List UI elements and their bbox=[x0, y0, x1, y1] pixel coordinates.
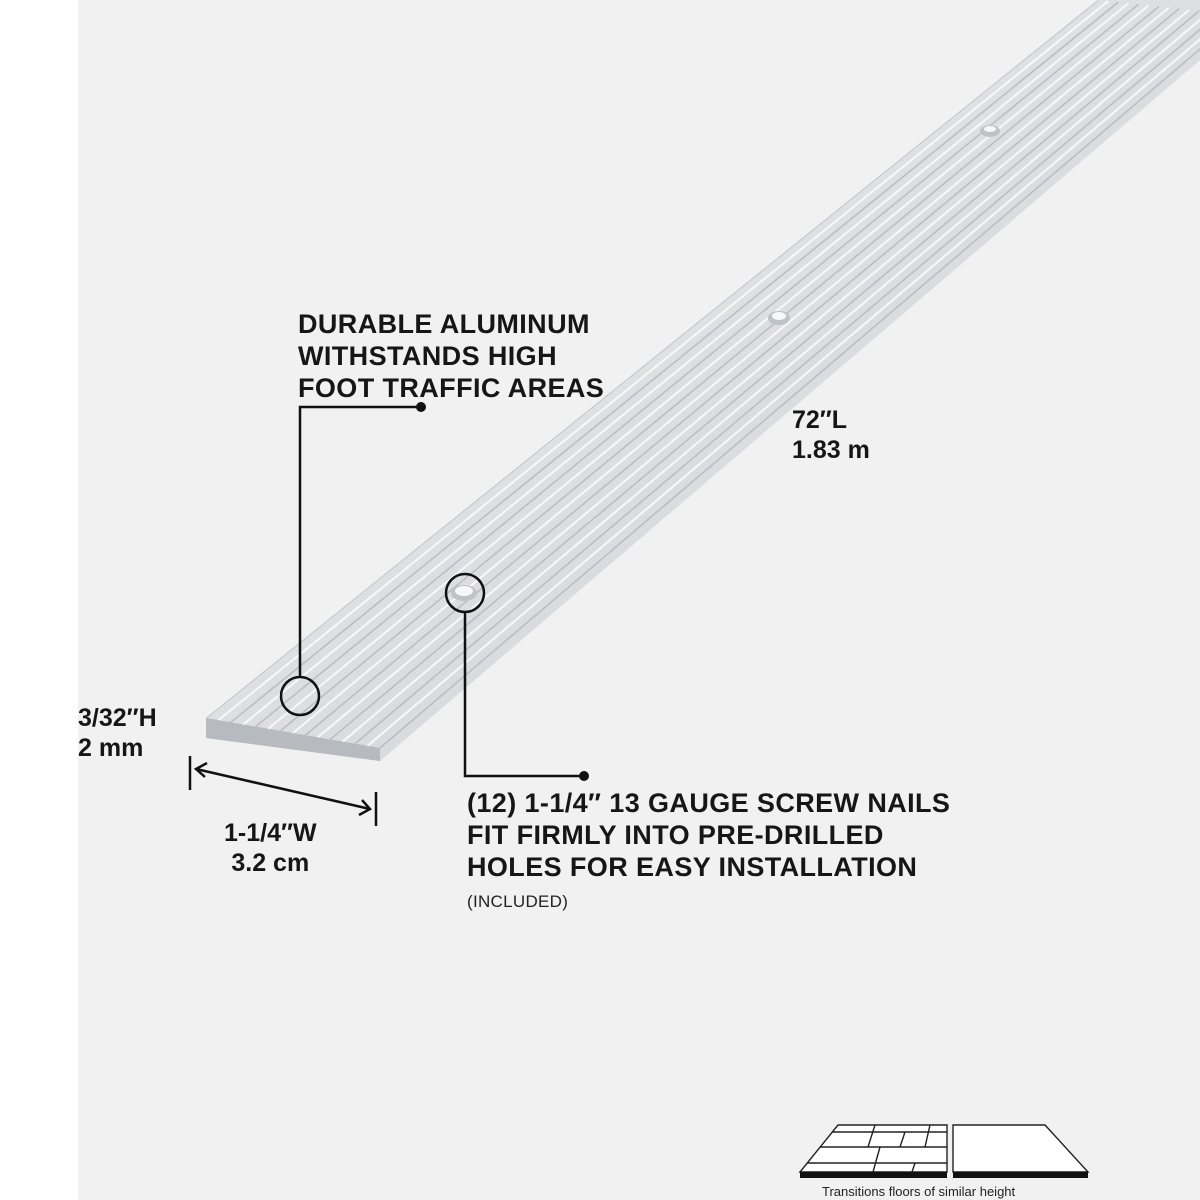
callout-line: (12) 1-1/4″ 13 GAUGE SCREW NAILS bbox=[467, 788, 951, 818]
width-dimension bbox=[224, 818, 317, 878]
aluminum-feature-callout bbox=[298, 308, 604, 404]
height-dimension bbox=[78, 703, 157, 763]
length-dimension bbox=[792, 405, 870, 465]
width-imperial: 1-1/4″W bbox=[224, 819, 317, 847]
callout-line: HOLES FOR EASY INSTALLATION bbox=[467, 852, 918, 882]
floor-transition-icon bbox=[800, 1125, 1088, 1178]
callout-line: FOOT TRAFFIC AREAS bbox=[298, 373, 605, 403]
leader-dot bbox=[579, 771, 589, 781]
height-imperial: 3/32″H bbox=[78, 704, 157, 732]
height-metric: 2 mm bbox=[78, 734, 144, 762]
callout-line: DURABLE ALUMINUM bbox=[298, 309, 590, 339]
nails-included-note: (INCLUDED) bbox=[467, 892, 569, 911]
transition-caption: Transitions floors of similar height bbox=[822, 1184, 1016, 1199]
screw-head-icon bbox=[451, 585, 477, 601]
callout-line: WITHSTANDS HIGH bbox=[298, 341, 557, 371]
nails-feature-callout bbox=[467, 787, 950, 883]
length-imperial: 72″L bbox=[792, 406, 848, 434]
screw-head-icon bbox=[980, 125, 1000, 137]
width-metric: 3.2 cm bbox=[231, 849, 310, 877]
length-metric: 1.83 m bbox=[792, 436, 870, 464]
callout-line: FIT FIRMLY INTO PRE-DRILLED bbox=[467, 820, 884, 850]
width-dimension-arrow bbox=[190, 756, 376, 826]
screw-head-icon bbox=[768, 311, 790, 325]
